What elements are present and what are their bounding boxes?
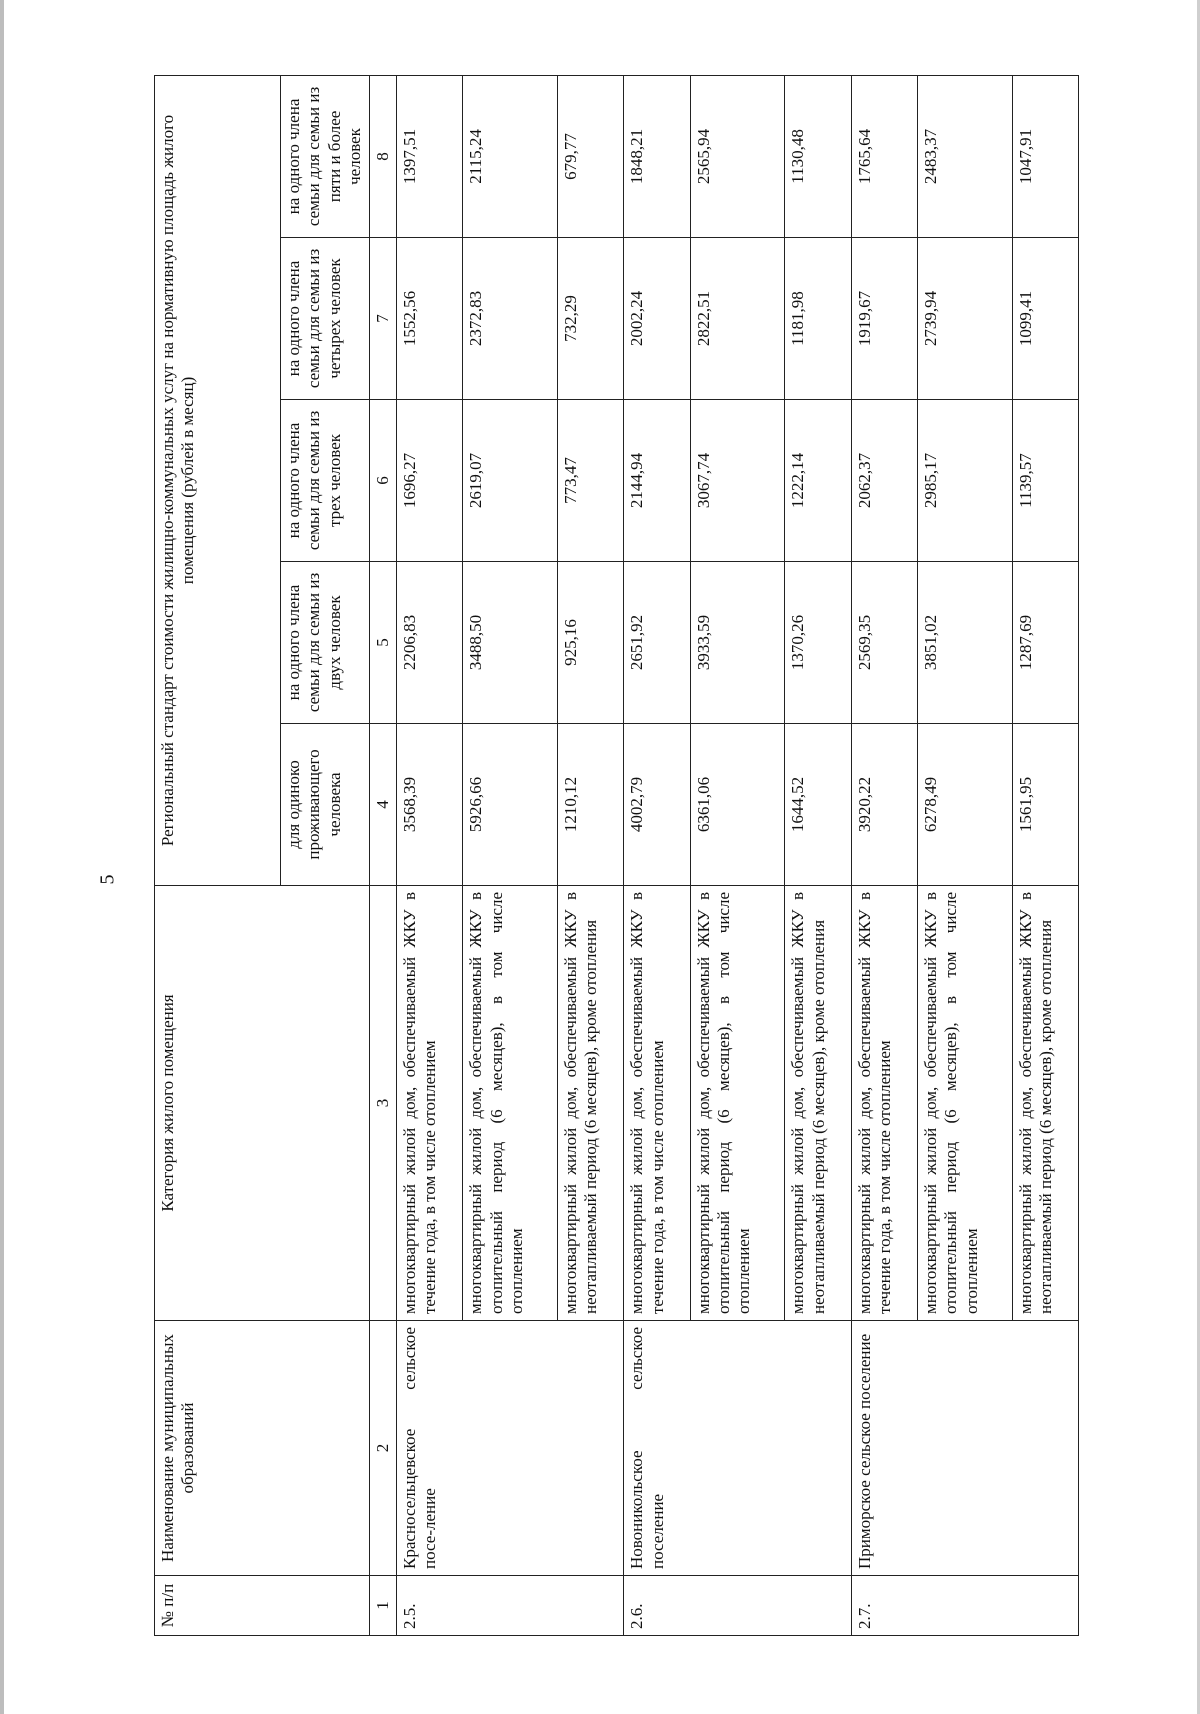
header-family-4: на одного члена семьи для семьи из четырех человек bbox=[281, 238, 370, 400]
value-cell: 1644,52 bbox=[785, 724, 851, 886]
category-cell: многоквартирный жилой дом, обеспечиваемый ЖКУ в отопительный период (6 месяцев), в том числе отоплением bbox=[463, 886, 558, 1321]
row-number: 2.6. bbox=[624, 1576, 851, 1636]
municipality-name: Приморское сельское поселение bbox=[851, 1321, 1078, 1576]
value-cell: 1561,95 bbox=[1012, 724, 1078, 886]
value-cell: 4002,79 bbox=[624, 724, 690, 886]
header-family-2: на одного члена семьи для семьи из двух человек bbox=[281, 562, 370, 724]
value-cell: 2372,83 bbox=[463, 238, 558, 400]
value-cell: 2985,17 bbox=[917, 400, 1012, 562]
row-number: 2.7. bbox=[851, 1576, 1078, 1636]
value-cell: 2062,37 bbox=[851, 400, 917, 562]
value-cell: 2651,92 bbox=[624, 562, 690, 724]
category-cell: многоквартирный жилой дом, обеспечиваемый ЖКУ в отопительный период (6 месяцев), в том числе отоплением bbox=[917, 886, 1012, 1321]
header-municipality: Наименование муниципальных образований bbox=[155, 1321, 370, 1576]
value-cell: 679,77 bbox=[557, 75, 623, 237]
col-number: 8 bbox=[369, 75, 396, 237]
value-cell: 1287,69 bbox=[1012, 562, 1078, 724]
value-cell: 2002,24 bbox=[624, 238, 690, 400]
header-family-3: на одного члена семьи для семьи из трех человек bbox=[281, 400, 370, 562]
value-cell: 1139,57 bbox=[1012, 400, 1078, 562]
header-family-5: на одного члена семьи для семьи из пяти и более человек bbox=[281, 75, 370, 237]
value-cell: 1765,64 bbox=[851, 75, 917, 237]
value-cell: 3933,59 bbox=[690, 562, 785, 724]
value-cell: 1696,27 bbox=[396, 400, 462, 562]
page-number: 5 bbox=[96, 874, 119, 885]
value-cell: 2206,83 bbox=[396, 562, 462, 724]
value-cell: 5926,66 bbox=[463, 724, 558, 886]
table-row bbox=[624, 75, 690, 1635]
value-cell: 1222,14 bbox=[785, 400, 851, 562]
category-cell: многоквартирный жилой дом, обеспечиваемый ЖКУ в отопительный период (6 месяцев), в том числе отоплением bbox=[690, 886, 785, 1321]
col-number: 5 bbox=[369, 562, 396, 724]
category-cell: многоквартирный жилой дом, обеспечиваемый ЖКУ в неотапливаемый период (6 месяцев), кроме отопления bbox=[1012, 886, 1078, 1321]
value-cell: 2144,94 bbox=[624, 400, 690, 562]
value-cell: 1919,67 bbox=[851, 238, 917, 400]
value-cell: 3488,50 bbox=[463, 562, 558, 724]
value-cell: 3568,39 bbox=[396, 724, 462, 886]
value-cell: 2565,94 bbox=[690, 75, 785, 237]
value-cell: 2739,94 bbox=[917, 238, 1012, 400]
category-cell: многоквартирный жилой дом, обеспечиваемый ЖКУ в течение года, в том числе отоплением bbox=[624, 886, 690, 1321]
municipality-name: Красносельцевское сельское посе-ление bbox=[396, 1321, 623, 1576]
header-single: для одиноко проживающего человека bbox=[281, 724, 370, 886]
value-cell: 1130,48 bbox=[785, 75, 851, 237]
housing-cost-standard-table bbox=[154, 75, 1079, 1636]
table-row bbox=[396, 75, 462, 1635]
municipality-name: Новоникольское сельское поселение bbox=[624, 1321, 851, 1576]
value-cell: 3067,74 bbox=[690, 400, 785, 562]
rotated-table-container bbox=[154, 76, 1079, 1636]
table-row bbox=[851, 75, 917, 1635]
value-cell: 1848,21 bbox=[624, 75, 690, 237]
value-cell: 1370,26 bbox=[785, 562, 851, 724]
value-cell: 2483,37 bbox=[917, 75, 1012, 237]
row-number: 2.5. bbox=[396, 1576, 623, 1636]
col-number: 2 bbox=[369, 1321, 396, 1576]
category-cell: многоквартирный жилой дом, обеспечиваемый ЖКУ в неотапливаемый период (6 месяцев), кроме отопления bbox=[557, 886, 623, 1321]
category-cell: многоквартирный жилой дом, обеспечиваемый ЖКУ в течение года, в том числе отоплением bbox=[851, 886, 917, 1321]
value-cell: 773,47 bbox=[557, 400, 623, 562]
value-cell: 1047,91 bbox=[1012, 75, 1078, 237]
value-cell: 1210,12 bbox=[557, 724, 623, 886]
value-cell: 2115,24 bbox=[463, 75, 558, 237]
header-category: Категория жилого помещения bbox=[155, 886, 370, 1321]
col-number: 1 bbox=[369, 1576, 396, 1636]
col-number: 3 bbox=[369, 886, 396, 1321]
value-cell: 6278,49 bbox=[917, 724, 1012, 886]
header-num: № п/п bbox=[155, 1576, 370, 1636]
value-cell: 1397,51 bbox=[396, 75, 462, 237]
value-cell: 1552,56 bbox=[396, 238, 462, 400]
col-number: 7 bbox=[369, 238, 396, 400]
value-cell: 3851,02 bbox=[917, 562, 1012, 724]
col-number: 6 bbox=[369, 400, 396, 562]
value-cell: 925,16 bbox=[557, 562, 623, 724]
header-standard-group: Региональный стандарт стоимости жилищно-коммунальных услуг на нормативную площадь жилого помещения (рублей в месяц) bbox=[155, 75, 281, 885]
value-cell: 1099,41 bbox=[1012, 238, 1078, 400]
value-cell: 2569,35 bbox=[851, 562, 917, 724]
scan-edge-left bbox=[0, 0, 4, 1714]
category-cell: многоквартирный жилой дом, обеспечиваемый ЖКУ в течение года, в том числе отоплением bbox=[396, 886, 462, 1321]
value-cell: 2619,07 bbox=[463, 400, 558, 562]
col-number: 4 bbox=[369, 724, 396, 886]
value-cell: 6361,06 bbox=[690, 724, 785, 886]
value-cell: 1181,98 bbox=[785, 238, 851, 400]
value-cell: 732,29 bbox=[557, 238, 623, 400]
value-cell: 2822,51 bbox=[690, 238, 785, 400]
value-cell: 3920,22 bbox=[851, 724, 917, 886]
category-cell: многоквартирный жилой дом, обеспечиваемый ЖКУ в неотапливаемый период (6 месяцев), кроме отопления bbox=[785, 886, 851, 1321]
